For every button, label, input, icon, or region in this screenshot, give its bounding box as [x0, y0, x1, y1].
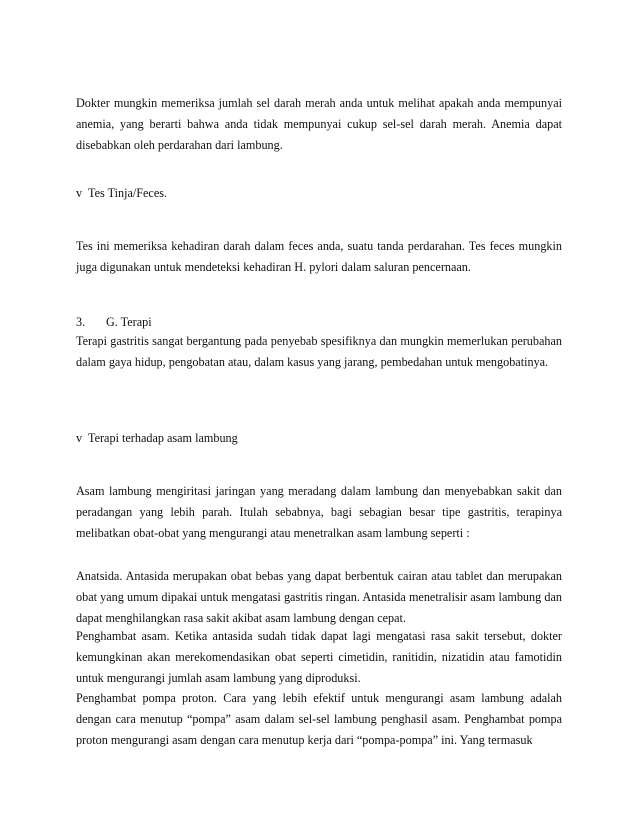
paragraph-pompa-proton: Penghambat pompa proton. Cara yang lebih efektif untuk mengurangi asam lambung adalah dengan cara menutup “pompa” asam dalam sel-sel lambung penghasil asam. Penghambat pompa proton mengurangi asam dengan cara menutup kerja dari “pompa-pompa” ini. Yang termasuk	[76, 691, 562, 747]
bullet-marker: v	[76, 186, 83, 200]
bullet-tes-tinja	[76, 183, 167, 204]
paragraph-anemia: Dokter mungkin memeriksa jumlah sel darah merah anda untuk melihat apakah anda mempunyai anemia, yang berarti bahwa anda tidak mempunyai cukup sel-sel darah merah. Anemia dapat disebabkan oleh perdarahan dari lambung.	[76, 96, 562, 152]
bullet-terapi-asam	[76, 428, 238, 449]
section-heading-terapi	[76, 312, 152, 333]
paragraph-anatsida: Anatsida. Antasida merupakan obat bebas yang dapat berbentuk cairan atau tablet dan merupakan obat yang umum dipakai untuk mengatasi gastritis ringan. Antasida menetralisir asam lambung dan dapat menghilangkan rasa sakit akibat asam lambung dengan cepat.	[76, 569, 562, 625]
section-title: G. Terapi	[106, 315, 152, 329]
section-number: 3.	[76, 315, 86, 329]
bullet-label: Terapi terhadap asam lambung	[88, 431, 238, 445]
bullet-marker: v	[76, 431, 83, 445]
paragraph-asam-lambung: Asam lambung mengiritasi jaringan yang meradang dalam lambung dan menyebabkan sakit dan peradangan yang lebih parah. Itulah sebabnya, bagi sebagian besar tipe gastritis, terapinya melibatkan obat-obat yang mengurangi atau menetralkan asam lambung seperti :	[76, 484, 562, 540]
paragraph-terapi: Terapi gastritis sangat bergantung pada penyebab spesifiknya dan mungkin memerlukan perubahan dalam gaya hidup, pengobatan atau, dalam kasus yang jarang, pembedahan untuk mengobatinya.	[76, 334, 562, 369]
paragraph-tes-feces: Tes ini memeriksa kehadiran darah dalam feces anda, suatu tanda perdarahan. Tes feces mungkin juga digunakan untuk mendeteksi kehadiran H. pylori dalam saluran pencernaan.	[76, 239, 562, 274]
bullet-label: Tes Tinja/Feces.	[88, 186, 168, 200]
paragraph-penghambat-asam: Penghambat asam. Ketika antasida sudah tidak dapat lagi mengatasi rasa sakit tersebut, dokter kemungkinan akan merekomendasikan obat seperti cimetidin, ranitidin, nizatidin atau famotidin untuk mengurangi jumlah asam lambung yang diproduksi.	[76, 629, 562, 685]
